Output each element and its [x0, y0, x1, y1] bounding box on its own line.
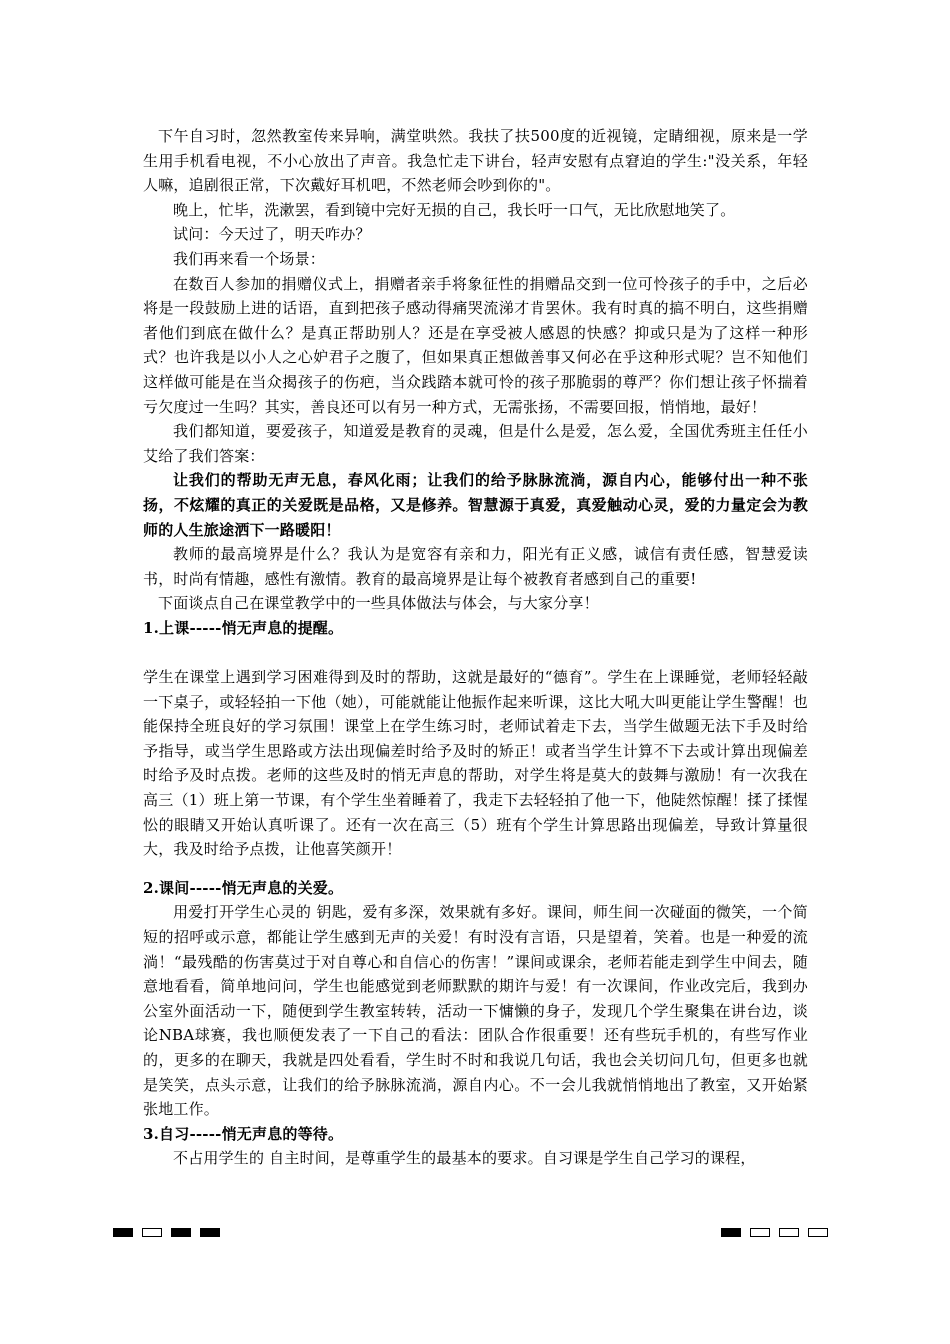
paragraph: 在数百人参加的捐赠仪式上，捐赠者亲手将象征性的捐赠品交到一位可怜孩子的手中，之后必将是一段鼓励上进的话语，直到把孩子感动得痛哭流涕才肯罢休。我有时真的搞不明白，这些捐赠者他们到底在做什么？是真正帮助别人？还是在享受被人感恩的快感？抑或只是为了这样一种形式？也许我是以小人之心妒君子之腹了，但如果真正想做善事又何必在乎这种形式呢？岂不知他们这样做可能是在当众揭孩子的伤疤，当众践踏本就可怜的孩子那脆弱的尊严？你们想让孩子怀揣着亏欠度过一生吗？其实，善良还可以有另一种方式，无需张扬，不需要回报，悄悄地，最好！ — [143, 274, 808, 416]
paragraph: 不占用学生的 自主时间，是尊重学生的最基本的要求。自习课是学生自己学习的课程， — [173, 1149, 756, 1168]
footer-square-icon — [113, 1228, 133, 1237]
blank-line — [143, 640, 808, 665]
footer-square-icon — [779, 1228, 799, 1237]
footer-square-icon — [750, 1228, 770, 1237]
document-body — [143, 124, 808, 1171]
paragraph: 下面谈点自己在课堂教学中的一些具体做法与体会，与大家分享！ — [158, 594, 599, 613]
paragraph: 教师的最高境界是什么？我认为是宽容有亲和力，阳光有正义感，诚信有责任感，智慧爱读书，时尚有情趣，感性有激情。教育的最高境界是让每个被教育者感到自己的重要! — [143, 545, 808, 588]
footer-square-icon — [721, 1228, 741, 1237]
paragraph: 晚上，忙毕，洗漱罢，看到镜中完好无损的自己，我长吁一口气，无比欣慰地笑了。 — [173, 200, 736, 219]
footer-left-decoration — [113, 1228, 220, 1237]
section-heading: 2.课间-----悄无声息的关爱。 — [143, 878, 344, 897]
paragraph: 下午自习时，忽然教室传来异响，满堂哄然。我扶了扶500度的近视镜，定睛细视，原来是一学生用手机看电视，不小心放出了声音。我急忙走下讲台，轻声安慰有点窘迫的学生:"没关系，年轻人嘛，追剧很正常，下次戴好耳机吧，不然老师会吵到你的"。 — [143, 127, 808, 195]
footer-square-icon — [171, 1228, 191, 1237]
bold-quote-paragraph: 让我们的帮助无声无息，春风化雨；让我们的给予脉脉流淌，源自内心，能够付出一种不张扬，不炫耀的真正的关爱既是品格，又是修养。智慧源于真爱，真爱触动心灵，爱的力量定会为教师的人生旅途洒下一路暖阳！ — [143, 471, 808, 539]
paragraph: 试问：今天过了，明天咋办？ — [173, 225, 371, 244]
paragraph: 学生在课堂上遇到学习困难得到及时的帮助，这就是最好的“德育”。学生在上课睡觉，老师轻轻敲一下桌子，或轻轻拍一下他（她），可能就能让他振作起来听课，这比大吼大叫更能让学生警醒！也能保持全班良好的学习氛围！课堂上在学生练习时，老师试着走下去，当学生做题无法下手及时给予指导，或当学生思路或方法出现偏差时给予及时的矫正！或者当学生计算不下去或计算出现偏差时给予及时点拨。老师的这些及时的悄无声息的帮助，对学生将是莫大的鼓舞与激励！有一次我在高三（1）班上第一节课，有个学生坐着睡着了，我走下去轻轻拍了他一下，他陡然惊醒！揉了揉惺忪的眼睛又开始认真听课了。还有一次在高三（5）班有个学生计算思路出现偏差，导致计算量很大，我及时给予点拨，让他喜笑颜开！ — [143, 668, 808, 859]
blank-line — [143, 862, 808, 876]
paragraph: 用爱打开学生心灵的 钥匙，爱有多深，效果就有多好。课间，师生间一次碰面的微笑，一个简短的招呼或示意，都能让学生感到无声的关爱！有时没有言语，只是望着，笑着。也是一种爱的流淌！“最残酷的伤害莫过于对自尊心和自信心的伤害！”课间或课余，老师若能走到学生中间去，随意地看看，简单地问问，学生也能感觉到老师默默的期许与爱！有一次课间，作业改完后，我到办公室外面活动一下，随便到学生教室转转，活动一下慵懒的身子，发现几个学生聚集在讲台边，谈论NBA球赛，我也顺便发表了一下自己的看法：团队合作很重要！还有些玩手机的，有些写作业的，更多的在聊天，我就是四处看看，学生时不时和我说几句话，我也会关切问几句，但更多也就是笑笑，点头示意，让我们的给予脉脉流淌，源自内心。不一会儿我就悄悄地出了教室，又开始紧张地工作。 — [143, 903, 808, 1119]
footer-square-icon — [808, 1228, 828, 1237]
paragraph: 我们再来看一个场景： — [173, 249, 326, 268]
section-heading: 3.自习-----悄无声息的等待。 — [143, 1124, 344, 1143]
footer-square-icon — [200, 1228, 220, 1237]
section-heading: 1.上课-----悄无声息的提醒。 — [143, 618, 344, 637]
footer-right-decoration — [721, 1228, 828, 1237]
footer-square-icon — [142, 1228, 162, 1237]
paragraph: 我们都知道，要爱孩子，知道爱是教育的灵魂，但是什么是爱，怎么爱，全国优秀班主任任小艾给了我们答案： — [143, 422, 808, 465]
